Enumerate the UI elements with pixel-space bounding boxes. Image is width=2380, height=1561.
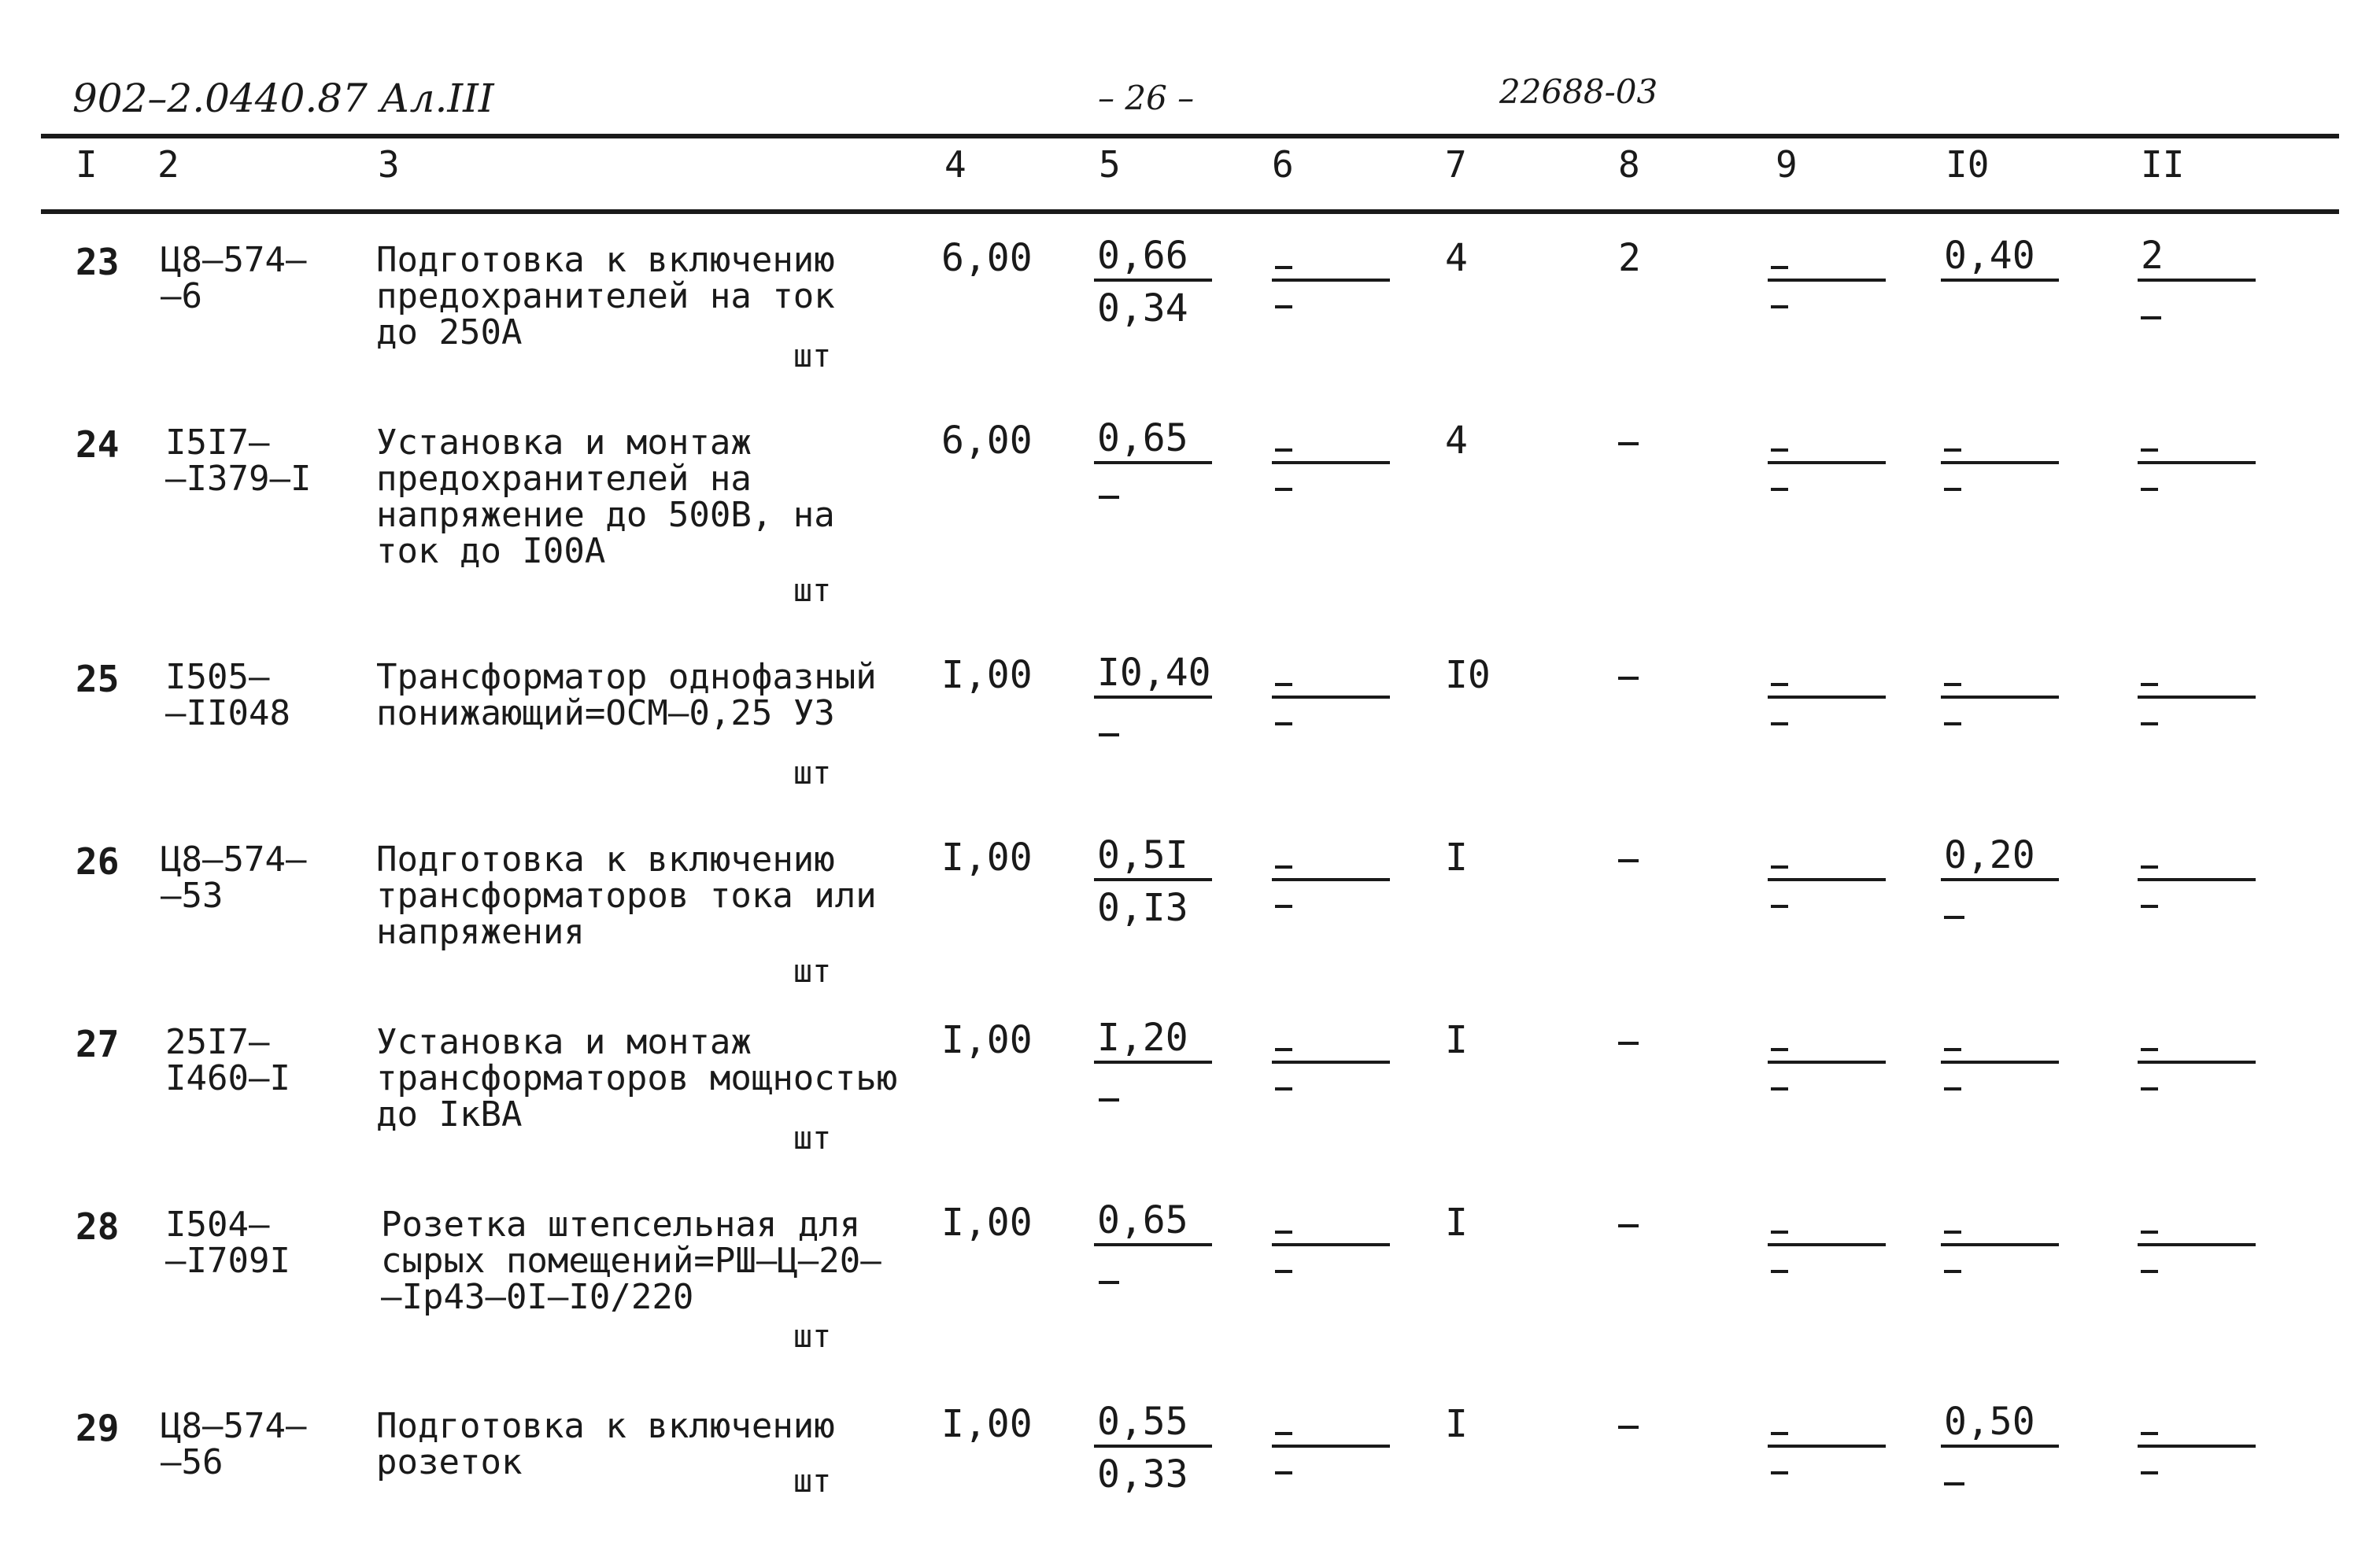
row-code: I504– –I709I <box>165 1205 290 1281</box>
row-col9 <box>1768 1015 1886 1113</box>
row-col5: 0,65 <box>1094 415 1212 464</box>
header-bottom-rule <box>41 209 2339 214</box>
row-col5: $\frac{0,5I}{0,I3}$ <box>1094 832 1212 930</box>
row-col11 <box>2138 1198 2256 1295</box>
row-unit: шт <box>793 338 832 375</box>
row-col11 <box>2138 415 2256 513</box>
column-number-8: 8 <box>1618 143 1640 186</box>
row-col7: 4 <box>1445 236 1468 280</box>
row-description: Подготовка к включению трансформаторов тока или напряжения <box>376 840 877 952</box>
row-col5: 0,65 <box>1094 1198 1212 1246</box>
row-code: Ц8–574– –56 <box>161 1406 307 1482</box>
column-number-4: 4 <box>944 143 966 186</box>
row-code: I5I7– –I379–I <box>165 423 312 499</box>
row-col5-lower-dash <box>1099 1098 1119 1102</box>
row-col10: 0,50 <box>1941 1399 2059 1448</box>
row-description: Подготовка к включению розеток <box>376 1406 835 1482</box>
row-number: 23 <box>76 241 120 283</box>
row-col11 <box>2138 1015 2256 1113</box>
row-code: Ц8–574– –53 <box>161 840 307 916</box>
row-unit: шт <box>793 1319 832 1355</box>
row-col4: I,00 <box>941 1201 1033 1245</box>
row-col10 <box>1941 1015 2059 1113</box>
row-col4: 6,00 <box>941 419 1033 463</box>
row-col7: I0 <box>1445 653 1491 697</box>
row-col8-dash <box>1618 859 1639 862</box>
row-number: 29 <box>76 1407 120 1449</box>
row-col5-lower-dash <box>1099 496 1119 499</box>
row-col7: I <box>1445 1402 1468 1446</box>
row-number: 26 <box>76 840 120 883</box>
row-number: 27 <box>76 1023 120 1065</box>
row-col4: I,00 <box>941 1402 1033 1446</box>
row-col11 <box>2138 1399 2256 1496</box>
row-col5: I0,40 <box>1094 650 1212 699</box>
row-unit: шт <box>793 755 832 792</box>
row-description: Подготовка к включению предохранителей на ток до 250А <box>376 240 835 352</box>
row-col8-dash <box>1618 1426 1639 1429</box>
row-col6 <box>1272 1399 1390 1496</box>
row-col7: 4 <box>1445 419 1468 463</box>
column-number-11: II <box>2141 143 2185 186</box>
row-col10-lower-dash <box>1944 1482 1964 1485</box>
row-col7: I <box>1445 1201 1468 1245</box>
row-description: Установка и монтаж предохранителей на напряжение до 500В, на ток до I00А <box>376 423 835 571</box>
row-col6 <box>1272 1198 1390 1295</box>
row-unit: шт <box>793 573 832 609</box>
row-col9 <box>1768 1198 1886 1295</box>
row-col9 <box>1768 650 1886 747</box>
column-number-1: I <box>76 143 98 186</box>
column-number-9: 9 <box>1776 143 1798 186</box>
column-number-5: 5 <box>1099 143 1121 186</box>
row-code: I505– –II048 <box>165 657 290 733</box>
row-col11-lower-dash <box>2141 316 2161 319</box>
document-code: 902–2.0440.87 Ал.III <box>72 76 494 121</box>
row-col7: I <box>1445 836 1468 880</box>
column-number-6: 6 <box>1272 143 1294 186</box>
row-col8-dash <box>1618 1224 1639 1227</box>
row-col10 <box>1941 1198 2059 1295</box>
row-number: 24 <box>76 423 120 466</box>
row-code: Ц8–574– –6 <box>161 240 307 316</box>
column-number-2: 2 <box>157 143 179 186</box>
row-col6 <box>1272 1015 1390 1113</box>
row-number: 25 <box>76 658 120 700</box>
row-col10: 0,20 <box>1941 832 2059 881</box>
row-description: Трансформатор однофазный понижающий=ОСМ–0,25 УЗ <box>376 657 877 733</box>
row-col11 <box>2138 832 2256 930</box>
column-number-7: 7 <box>1445 143 1467 186</box>
row-col6 <box>1272 415 1390 513</box>
row-col4: I,00 <box>941 653 1033 697</box>
row-unit: шт <box>793 1120 832 1157</box>
row-col5: $\frac{0,66}{0,34}$ <box>1094 233 1212 330</box>
row-col6 <box>1272 650 1390 747</box>
row-col6 <box>1272 832 1390 930</box>
sheet-code: 22688-03 <box>1499 72 1658 111</box>
column-number-10: I0 <box>1946 143 1990 186</box>
row-col10 <box>1941 650 2059 747</box>
row-col6 <box>1272 233 1390 330</box>
row-col4: I,00 <box>941 1018 1033 1062</box>
row-code: 25I7– I460–I <box>165 1022 290 1098</box>
row-unit: шт <box>793 954 832 990</box>
row-col10 <box>1941 415 2059 513</box>
row-col8-dash <box>1618 677 1639 680</box>
row-col5-lower-dash <box>1099 1281 1119 1284</box>
row-col5: $\frac{0,55}{0,33}$ <box>1094 1399 1212 1496</box>
row-col10-lower-dash <box>1944 916 1964 919</box>
row-description: Установка и монтаж трансформаторов мощностью до IкВА <box>376 1022 898 1135</box>
row-unit: шт <box>793 1463 832 1500</box>
row-col9 <box>1768 1399 1886 1496</box>
row-number: 28 <box>76 1205 120 1248</box>
row-col8-dash <box>1618 442 1639 445</box>
row-col4: I,00 <box>941 836 1033 880</box>
row-col11: 2 <box>2138 233 2256 330</box>
row-col8-dash <box>1618 1042 1639 1045</box>
row-col9 <box>1768 233 1886 330</box>
row-col5-lower-dash <box>1099 733 1119 736</box>
top-rule <box>41 134 2339 138</box>
row-col10: 0,40 <box>1941 233 2059 330</box>
row-col5: I,20 <box>1094 1015 1212 1064</box>
row-col4: 6,00 <box>941 236 1033 280</box>
row-description: Розетка штепсельная для сырых помещений=РШ–Ц–20– –Iр43–0I–I0/220 <box>381 1205 881 1317</box>
row-col7: I <box>1445 1018 1468 1062</box>
row-col11 <box>2138 650 2256 747</box>
row-col9 <box>1768 415 1886 513</box>
column-number-3: 3 <box>378 143 400 186</box>
row-col8: 2 <box>1618 236 1641 280</box>
row-col9 <box>1768 832 1886 930</box>
page-number: – 26 – <box>1098 79 1195 117</box>
